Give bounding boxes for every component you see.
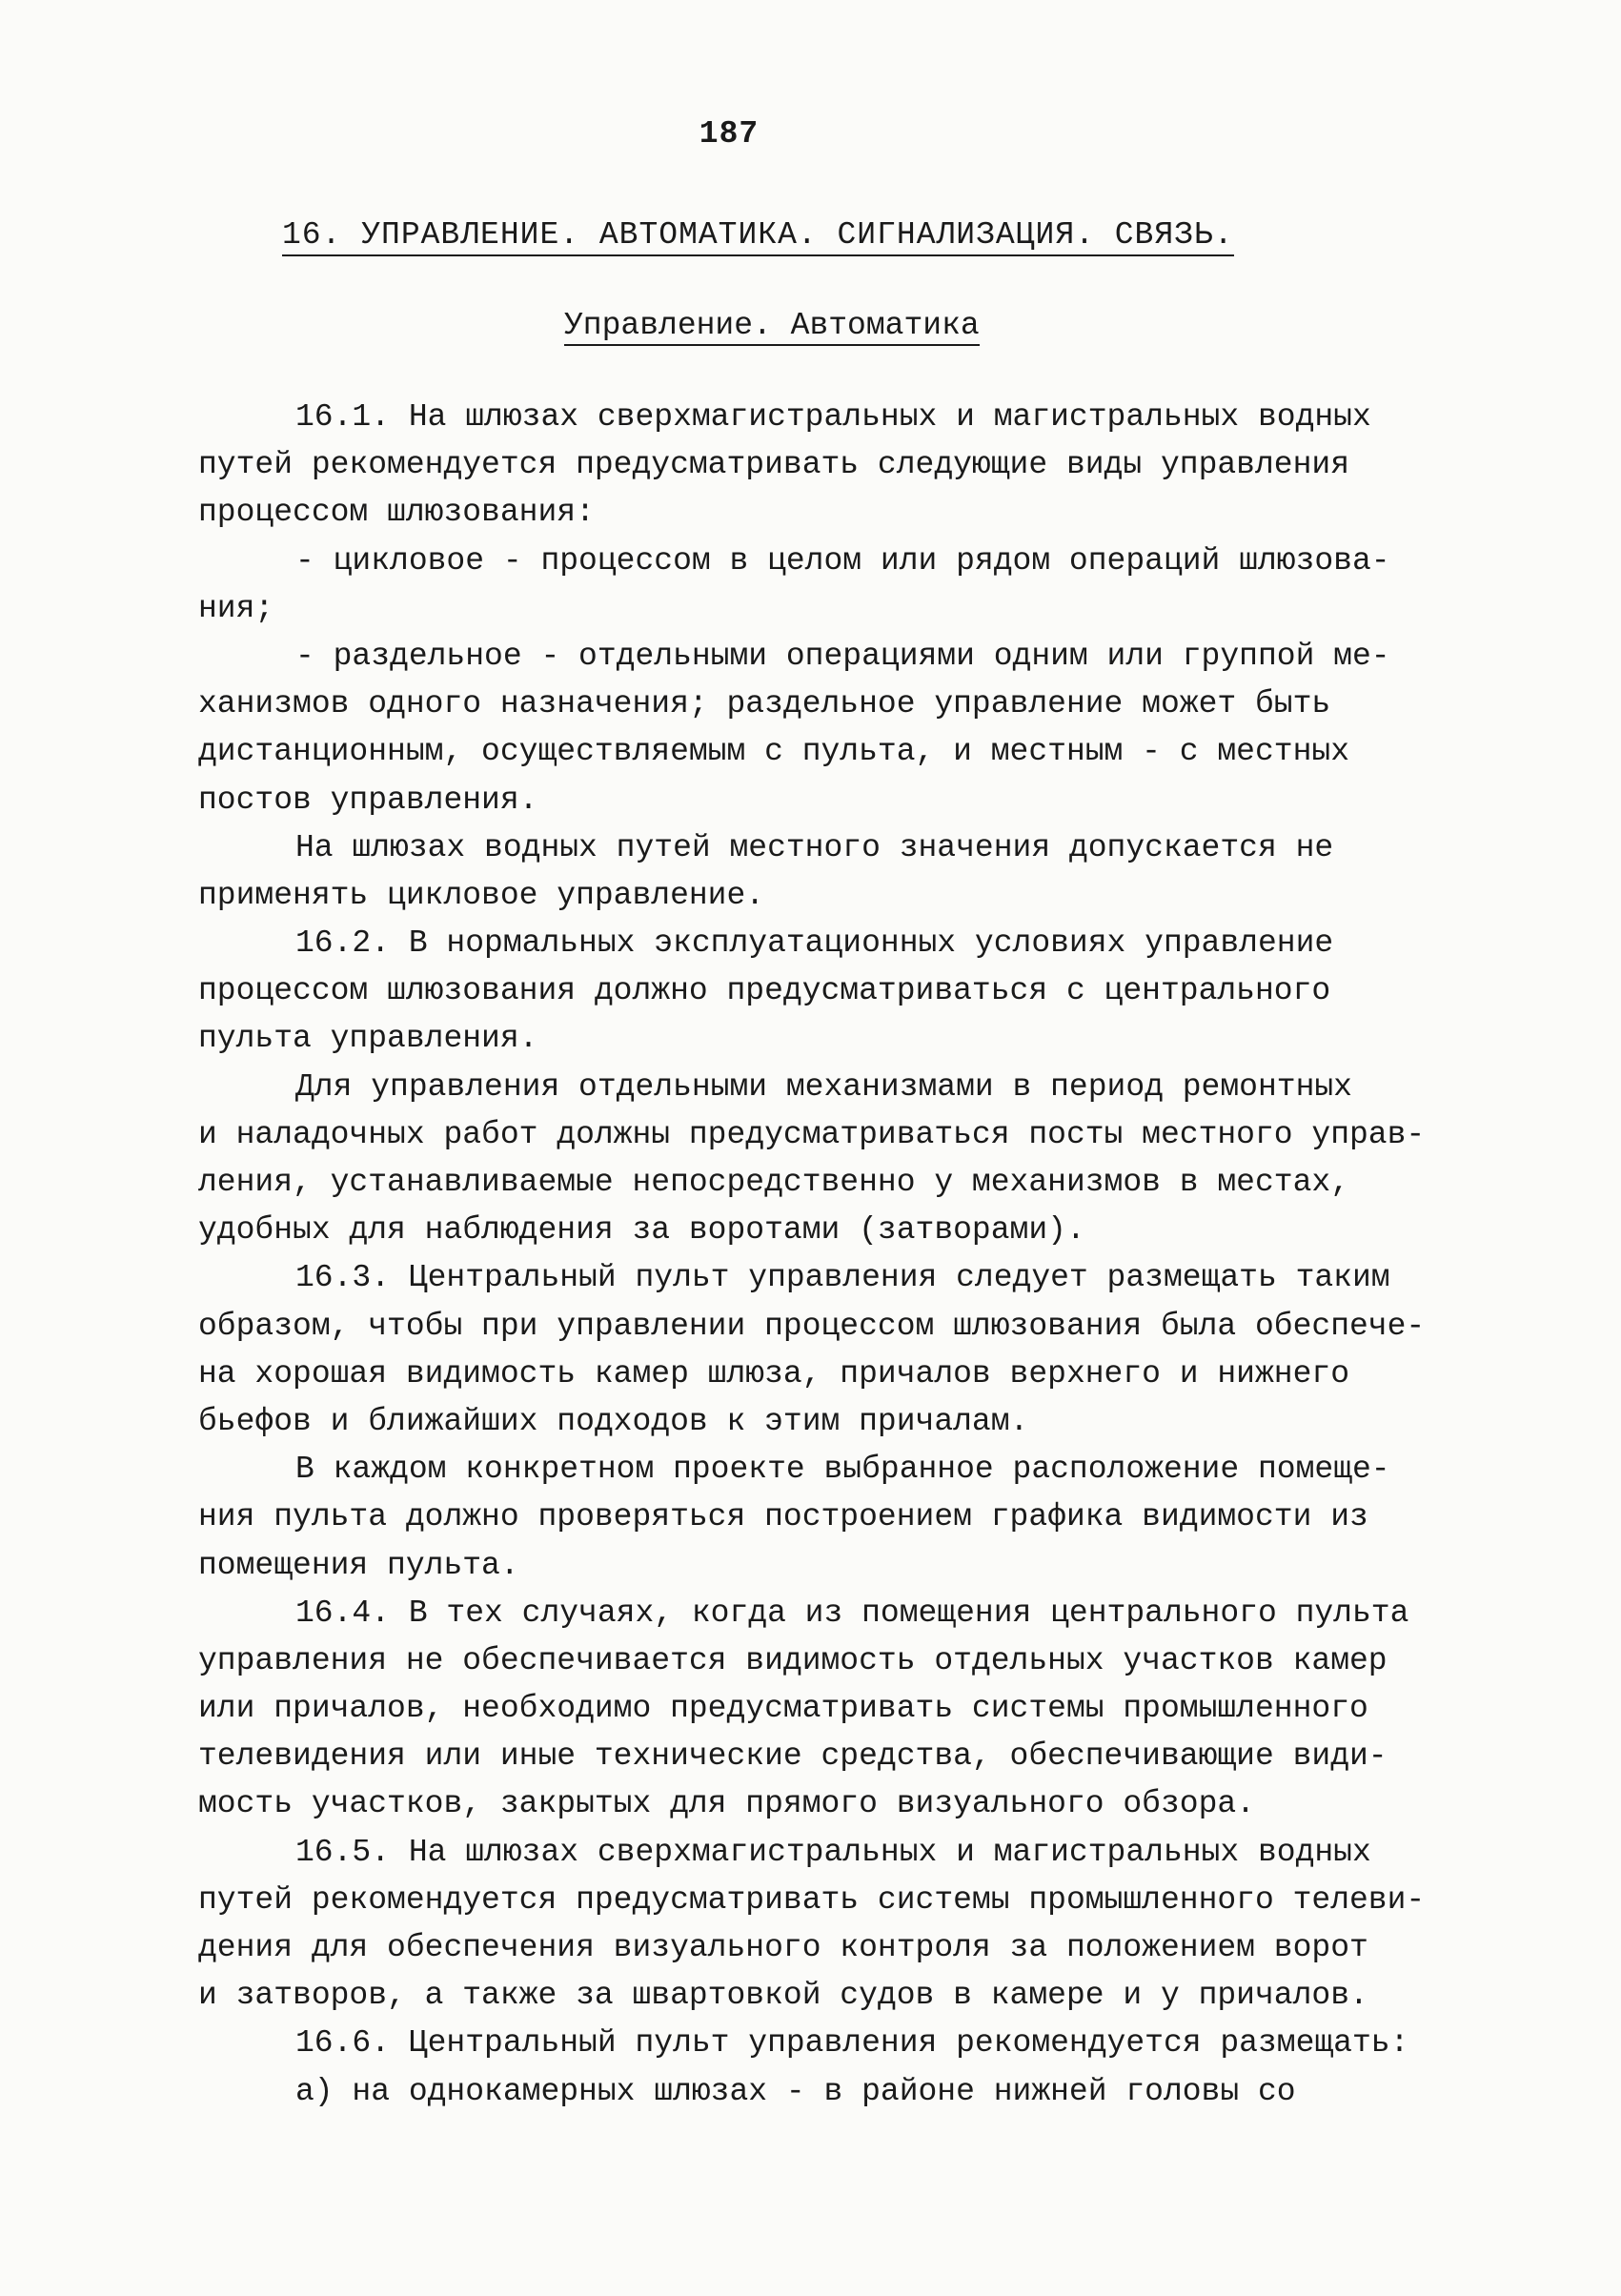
text-line: бьефов и ближайших подходов к этим причалам. <box>198 1403 1029 1439</box>
text-line: образом, чтобы при управлении процессом шлюзования была обеспече- <box>198 1308 1426 1344</box>
text-line: 16.4. В тех случаях, когда из помещения центрального пульта <box>295 1595 1409 1631</box>
text-line: и наладочных работ должны предусматриваться посты местного управ- <box>198 1116 1426 1152</box>
text-line: 16.3. Центральный пульт управления следует размещать таким <box>295 1260 1390 1296</box>
text-line: путей рекомендуется предусматривать следующие виды управления <box>198 447 1349 483</box>
text-line: телевидения или иные технические средства, обеспечивающие види- <box>198 1738 1388 1775</box>
text-line: помещения пульта. <box>198 1547 519 1583</box>
text-line: ния пульта должно проверяться построением графика видимости из <box>198 1499 1368 1535</box>
text-line: применять цикловое управление. <box>198 877 765 913</box>
text-line: управления не обеспечивается видимость отдельных участков камер <box>198 1642 1388 1678</box>
text-line: - раздельное - отдельными операциями одним или группой ме- <box>295 638 1390 674</box>
text-line: дения для обеспечения визуального контроля за положением ворот <box>198 1930 1368 1965</box>
section-title: Управление. Автоматика <box>564 308 980 346</box>
text-line: постов управления. <box>198 782 538 818</box>
text-line: 16.6. Центральный пульт управления рекомендуется размещать: <box>295 2025 1409 2062</box>
text-line: а) на однокамерных шлюзах - в районе нижней головы со <box>295 2073 1296 2109</box>
text-line: на хорошая видимость камер шлюза, причалов верхнего и нижнего <box>198 1355 1349 1392</box>
text-line: 16.2. В нормальных эксплуатационных условиях управление <box>295 925 1334 962</box>
text-line: ления, устанавливаемые непосредственно у механизмов в местах, <box>198 1165 1349 1200</box>
text-line: пульта управления. <box>198 1021 538 1057</box>
text-line: 16.5. На шлюзах сверхмагистральных и магистральных водных <box>295 1834 1371 1870</box>
text-line: В каждом конкретном проекте выбранное расположение помеще- <box>295 1452 1390 1488</box>
text-line: процессом шлюзования: <box>198 495 595 531</box>
text-line: - цикловое - процессом в целом или рядом операций шлюзова- <box>295 542 1390 579</box>
text-line: дистанционным, осуществляемым с пульта, и местным - с местных <box>198 734 1349 770</box>
text-line: ханизмов одного назначения; раздельное управление может быть <box>198 686 1331 722</box>
text-line: или причалов, необходимо предусматривать системы промышленного <box>198 1691 1368 1727</box>
body-text <box>198 394 1475 2116</box>
chapter-title: 16. УПРАВЛЕНИЕ. АВТОМАТИКА. СИГНАЛИЗАЦИЯ. СВЯЗЬ. <box>282 217 1234 256</box>
text-line: Для управления отдельными механизмами в период ремонтных <box>295 1068 1352 1105</box>
text-line: 16.1. На шлюзах сверхмагистральных и магистральных водных <box>295 399 1371 435</box>
text-line: На шлюзах водных путей местного значения допускается не <box>295 829 1334 865</box>
page-number: 187 <box>699 116 760 152</box>
text-line: путей рекомендуется предусматривать системы промышленного телеви- <box>198 1881 1426 1918</box>
text-line: удобных для наблюдения за воротами (затворами). <box>198 1212 1085 1249</box>
text-line: процессом шлюзования должно предусматриваться с центрального <box>198 973 1331 1009</box>
text-line: и затворов, а также за швартовкой судов в камере и у причалов. <box>198 1978 1368 2014</box>
text-line: ния; <box>198 590 274 626</box>
text-line: мость участков, закрытых для прямого визуального обзора. <box>198 1786 1255 1822</box>
